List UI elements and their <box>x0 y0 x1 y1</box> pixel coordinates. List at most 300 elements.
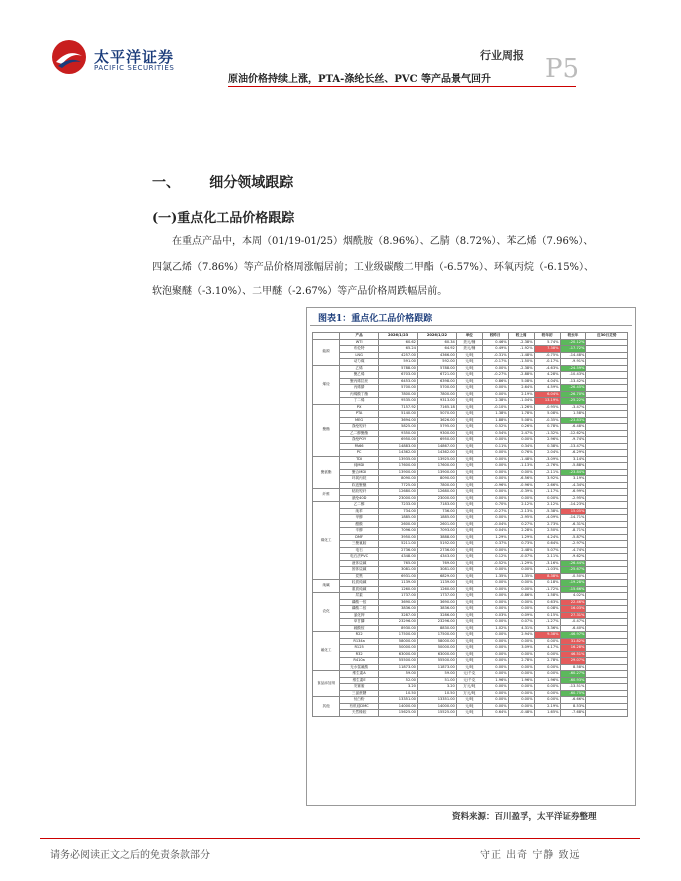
table-group-label: 能源 <box>313 339 340 365</box>
table-cell: 元/吨 <box>456 534 482 541</box>
table-cell: 元/吨 <box>456 385 482 392</box>
table-cell: 1.96% <box>482 677 508 684</box>
table-header-cell: 2026/1/22 <box>417 333 456 340</box>
table-cell: 3836.00 <box>417 606 456 613</box>
table-row <box>313 476 628 483</box>
table-cell: 769.00 <box>417 560 456 567</box>
table-cell: 2.48% <box>508 547 534 554</box>
table-cell: -1.92% <box>508 346 534 353</box>
table-cell: 元/吨 <box>456 463 482 470</box>
table-cell: -1.72% <box>534 586 560 593</box>
table-cell: 磷酸一铵 <box>340 599 379 606</box>
table-cell: 0.73% <box>508 541 534 548</box>
table-cell: 动力煤 <box>340 359 379 366</box>
table-cell: 51.00 <box>417 677 456 684</box>
table-cell: 6703.00 <box>379 372 418 379</box>
table-cell: 7157.92 <box>379 404 418 411</box>
footer-disclaimer: 请务必阅读正文之后的免责条款部分 <box>50 850 210 861</box>
table-cell: 0.00% <box>482 469 508 476</box>
table-cell: -60.75% <box>560 690 586 697</box>
table-cell: 0.76% <box>508 450 534 457</box>
table-cell: 7093.00 <box>417 528 456 535</box>
table-cell: 纯MDI <box>340 463 379 470</box>
table-header-cell: 产品 <box>340 333 379 340</box>
table-cell: -0.31% <box>482 352 508 359</box>
table-cell: 22.46% <box>560 599 586 606</box>
table-cell: 草甘膦 <box>340 619 379 626</box>
body-paragraph-line-2: 四氯乙烯（7.86%）等产品价格周涨幅居前；工业级碳酸二甲酯（-6.57%）、环氧丙烷（-6.15%）、 <box>152 262 595 273</box>
table-cell: 聚合MDI <box>340 469 379 476</box>
table-cell: 60.62 <box>379 339 418 346</box>
table-cell: 辛醇 <box>340 528 379 535</box>
table-cell: -5.38% <box>534 508 560 515</box>
table-cell: 乙二醇聚酯 <box>340 430 379 437</box>
table-row <box>313 463 628 470</box>
table-cell: 0.00% <box>534 638 560 645</box>
table-cell: 2.78% <box>534 658 560 665</box>
table-cell: 0.00% <box>534 664 560 671</box>
table-cell: 0.00% <box>508 690 534 697</box>
table-cell: 736.00 <box>417 508 456 515</box>
table-cell: 乙烯 <box>340 365 379 372</box>
table-cell: 5.08% <box>508 378 534 385</box>
table-cell: 0.04% <box>482 528 508 535</box>
table-cell: -0.27% <box>482 372 508 379</box>
table-cell: 2.11% <box>534 554 560 561</box>
table-group-label: 食品添加剂 <box>313 671 340 697</box>
table-cell: 0.18% <box>534 580 560 587</box>
company-logo-icon <box>50 38 88 76</box>
table-cell: 0.00% <box>508 638 534 645</box>
table-cell: 0.00% <box>508 599 534 606</box>
table-cell: 1.58% <box>560 411 586 418</box>
table-cell: 0.09% <box>508 612 534 619</box>
brand-name-en: PACIFIC SECURITIES <box>94 64 175 72</box>
table-cell: 4348.00 <box>379 554 418 561</box>
table-cell: 0.78% <box>534 424 560 431</box>
table-cell: 14000.00 <box>379 703 418 710</box>
table-cell: -24.59% <box>560 365 586 372</box>
trend-sparkline-cell <box>586 710 628 717</box>
table-cell: 14000.00 <box>417 703 456 710</box>
brand-name-cn: 太平洋证券 <box>94 48 175 66</box>
table-cell: 元/吨 <box>456 625 482 632</box>
table-cell: -9.74% <box>560 437 586 444</box>
table-cell: -1.04% <box>508 398 534 405</box>
table-cell: 0.00% <box>534 671 560 678</box>
table-cell: PA66 <box>340 443 379 450</box>
table-cell: 27.31% <box>560 612 586 619</box>
table-cell: 0.00% <box>482 619 508 626</box>
table-cell: 1885.00 <box>379 515 418 522</box>
table-row <box>313 443 628 450</box>
table-cell: MEG <box>340 417 379 424</box>
table-cell: 0.00% <box>482 450 508 457</box>
table-cell: -1.32% <box>534 430 560 437</box>
table-row <box>313 346 628 353</box>
table-cell: 5788.00 <box>379 365 418 372</box>
table-cell: 元/吨 <box>456 437 482 444</box>
table-cell: 0.70% <box>482 502 508 509</box>
table-cell: 1139.00 <box>417 580 456 587</box>
table-cell: 4.02% <box>560 593 586 600</box>
table-cell: 3287.00 <box>379 612 418 619</box>
table-cell: LNG <box>340 352 379 359</box>
table-row <box>313 599 628 606</box>
table-cell: 765.00 <box>379 560 418 567</box>
table-cell: 元/吨 <box>456 612 482 619</box>
table-cell: 元/吨 <box>456 599 482 606</box>
table-cell: 3690.00 <box>379 599 418 606</box>
table-cell: -2.38% <box>508 339 534 346</box>
table-cell: 元/吨 <box>456 554 482 561</box>
table-cell: 0.00% <box>508 437 534 444</box>
table-row <box>313 411 628 418</box>
table-cell: 6950.00 <box>379 437 418 444</box>
table-cell: DMF <box>340 534 379 541</box>
table-cell: 6721.00 <box>417 372 456 379</box>
table-cell: -19.28% <box>560 580 586 587</box>
table-cell: 元/吨 <box>456 508 482 515</box>
table-row <box>313 502 628 509</box>
table-cell: 6398.00 <box>417 378 456 385</box>
table-header-cell: 2026/1/23 <box>379 333 418 340</box>
table-row <box>313 398 628 405</box>
table-cell: 2.38% <box>482 398 508 405</box>
table-cell: -6.48% <box>560 424 586 431</box>
table-cell: 5.08% <box>534 411 560 418</box>
table-cell: 氯化钾 <box>340 612 379 619</box>
table-cell: 9350.00 <box>379 430 418 437</box>
table-cell: 元/吨 <box>456 502 482 509</box>
table-cell: 元/吨 <box>456 573 482 580</box>
table-cell: -3.47% <box>560 404 586 411</box>
table-cell: 聚丙烯拉丝 <box>340 378 379 385</box>
table-row <box>313 541 628 548</box>
table-row <box>313 632 628 639</box>
table-cell: 7.38% <box>534 346 560 353</box>
table-cell: -4.34% <box>560 482 586 489</box>
table-cell: -0.96% <box>482 482 508 489</box>
table-cell: -0.27% <box>482 508 508 515</box>
table-row <box>313 664 628 671</box>
table-cell: 0.00% <box>482 638 508 645</box>
footer-divider <box>40 838 640 839</box>
table-cell: -0.75% <box>534 352 560 359</box>
table-cell: -14.23% <box>560 502 586 509</box>
table-cell: 23296.00 <box>379 619 418 626</box>
table-row <box>313 339 628 346</box>
table-cell: 0.38% <box>534 443 560 450</box>
report-subtitle: 原油价格持续上涨，PTA-涤纶长丝、PVC 等产品景气回升 <box>228 74 492 85</box>
table-cell: 5788.00 <box>417 365 456 372</box>
table-cell: -60.93% <box>560 677 586 684</box>
table-cell: 592.00 <box>417 359 456 366</box>
table-cell: 8.53% <box>560 703 586 710</box>
table-cell: -25.22% <box>560 398 586 405</box>
table-cell: 2736.00 <box>379 547 418 554</box>
table-cell: 17500.00 <box>417 632 456 639</box>
table-row <box>313 703 628 710</box>
table-row <box>313 612 628 619</box>
table-cell: 1.29% <box>482 534 508 541</box>
table-cell: 3081.00 <box>379 567 418 574</box>
table-cell: 0.00% <box>482 632 508 639</box>
table-cell: 1885.00 <box>417 515 456 522</box>
table-cell: 11873.00 <box>379 664 418 671</box>
table-cell: 元/吨 <box>456 378 482 385</box>
table-cell: 0.00% <box>508 495 534 502</box>
table-cell: -20.12% <box>560 339 586 346</box>
table-cell: 0.00% <box>482 664 508 671</box>
table-cell: 5.08% <box>508 417 534 424</box>
table-cell: -17.72% <box>560 346 586 353</box>
table-cell: 美元/桶 <box>456 339 482 346</box>
table-cell: 0.64% <box>534 541 560 548</box>
table-cell: 29.07% <box>560 658 586 665</box>
table-cell: 0.00% <box>482 476 508 483</box>
header-divider <box>228 86 576 87</box>
table-cell: 0.00% <box>482 651 508 658</box>
table-cell: 0.37% <box>482 541 508 548</box>
table-cell: 5.74% <box>534 339 560 346</box>
table-cell: -0.96% <box>508 482 534 489</box>
table-cell: 11873.00 <box>417 664 456 671</box>
table-cell: -6.31% <box>560 521 586 528</box>
table-cell: 元/吨 <box>456 411 482 418</box>
table-cell: 元/吨 <box>456 352 482 359</box>
table-cell: 7096.00 <box>379 528 418 535</box>
table-row <box>313 580 628 587</box>
table-row <box>313 456 628 463</box>
table-row <box>313 495 628 502</box>
table-cell: 5211.00 <box>379 541 418 548</box>
table-cell: 15525.00 <box>417 710 456 717</box>
table-cell: 13900.00 <box>417 469 456 476</box>
table-group-label: 纯碱 <box>313 580 340 593</box>
table-cell: 0.00% <box>482 489 508 496</box>
subsection-heading: (一)重点化工品价格跟踪 <box>152 211 295 226</box>
table-cell: -1.27% <box>534 619 560 626</box>
table-cell: 2.47% <box>508 430 534 437</box>
table-cell: 55500.00 <box>379 658 418 665</box>
table-cell: 氨纶40D <box>340 495 379 502</box>
table-cell: 元/吨 <box>456 450 482 457</box>
table-cell: R125 <box>340 645 379 652</box>
table-row <box>313 671 628 678</box>
table-cell: -8.71% <box>560 528 586 535</box>
table-cell: 13935.00 <box>379 456 418 463</box>
table-cell: -13.47% <box>560 443 586 450</box>
table-cell: -1.13% <box>508 463 534 470</box>
table-cell: -0.04% <box>482 521 508 528</box>
table-cell: 美元/桶 <box>456 346 482 353</box>
table-cell: 0.12% <box>482 554 508 561</box>
table-cell: 23000.00 <box>379 495 418 502</box>
table-cell: 3.20 <box>417 684 456 691</box>
table-cell: 0.00% <box>508 580 534 587</box>
table-cell: 丙烯酸丁酯 <box>340 391 379 398</box>
table-cell: 14883.00 <box>379 443 418 450</box>
table-cell: 元/吨 <box>456 619 482 626</box>
table-cell: 液体烧碱 <box>340 560 379 567</box>
table-header-cell: 较年初 <box>534 333 560 340</box>
table-cell: 元/吨 <box>456 398 482 405</box>
table-cell: 元/吨 <box>456 528 482 535</box>
table-row <box>313 625 628 632</box>
table-cell: 3081.00 <box>417 567 456 574</box>
table-cell: PX <box>340 404 379 411</box>
table-cell: 维生素A <box>340 671 379 678</box>
table-cell: 1.02% <box>482 625 508 632</box>
table-cell: -0.47% <box>560 619 586 626</box>
table-cell: 3888.00 <box>417 534 456 541</box>
table-cell: 0.00% <box>482 697 508 704</box>
table-cell: 元/吨 <box>456 469 482 476</box>
table-cell: 3.14% <box>560 456 586 463</box>
table-cell: 0.63% <box>534 599 560 606</box>
table-cell: -6.56% <box>508 476 534 483</box>
table-cell: 1139.00 <box>379 580 418 587</box>
table-cell: 2736.00 <box>417 547 456 554</box>
table-cell: 591.00 <box>379 359 418 366</box>
table-cell: -0.48% <box>508 710 534 717</box>
table-cell: 2.94% <box>508 632 534 639</box>
table-row <box>313 651 628 658</box>
table-cell: 0.00% <box>482 365 508 372</box>
table-cell: -0.39% <box>508 489 534 496</box>
table-cell: -2.11% <box>534 469 560 476</box>
table-row <box>313 391 628 398</box>
table-cell: 1.88% <box>482 417 508 424</box>
table-cell: 9.38% <box>534 632 560 639</box>
table-cell: 涤纶POY <box>340 437 379 444</box>
table-cell: -2.76% <box>534 463 560 470</box>
table-row <box>313 567 628 574</box>
table-cell: 1.96% <box>534 677 560 684</box>
table-cell: -1.48% <box>508 456 534 463</box>
table-row <box>313 437 628 444</box>
table-cell: 55500.00 <box>417 658 456 665</box>
table-cell: 三聚氰胺 <box>340 541 379 548</box>
table-header-cell: 较昨日 <box>482 333 508 340</box>
table-cell: 0.08% <box>534 606 560 613</box>
table-cell: 0.00% <box>508 671 534 678</box>
table-cell: R410a <box>340 658 379 665</box>
table-row <box>313 560 628 567</box>
table-cell: TDI <box>340 456 379 463</box>
price-table <box>312 332 628 717</box>
table-cell: 元/吨 <box>456 430 482 437</box>
table-cell: 59.00 <box>379 671 418 678</box>
table-cell: 万元/吨 <box>456 684 482 691</box>
table-cell: 2.64% <box>508 385 534 392</box>
table-cell: -2.38% <box>508 365 534 372</box>
table-cell: 16.28% <box>560 645 586 652</box>
table-cell: 3690.00 <box>417 599 456 606</box>
table-cell: -9.91% <box>560 359 586 366</box>
table-cell: -13.42% <box>560 378 586 385</box>
table-cell: 有机硅DMC <box>340 703 379 710</box>
table-cell: 炭黑 <box>340 573 379 580</box>
table-row <box>313 645 628 652</box>
table-cell: 元/吨 <box>456 632 482 639</box>
table-cell: 6.04% <box>534 391 560 398</box>
table-cell: 52.00 <box>379 677 418 684</box>
table-cell: 0.00% <box>534 690 560 697</box>
table-group-label: 农化 <box>313 593 340 632</box>
table-cell: 23296.00 <box>417 619 456 626</box>
table-cell: -0.95% <box>534 404 560 411</box>
table-cell: 3286.00 <box>417 612 456 619</box>
table-cell: 1260.00 <box>379 586 418 593</box>
table-cell: 5700.00 <box>417 385 456 392</box>
table-cell: 1.96% <box>508 677 534 684</box>
table-row <box>313 554 628 561</box>
table-cell: 0.64% <box>482 710 508 717</box>
table-row <box>313 372 628 379</box>
table-cell: 13351.00 <box>379 697 418 704</box>
table-cell: -9.62% <box>560 554 586 561</box>
table-cell: 0.54% <box>482 430 508 437</box>
table-cell: -1.03% <box>534 567 560 574</box>
table-cell: 0.00% <box>482 567 508 574</box>
table-group-label: 聚酯 <box>313 404 340 456</box>
table-cell: 5825.00 <box>379 424 418 431</box>
table-cell: 安赛蜜 <box>340 684 379 691</box>
table-row <box>313 424 628 431</box>
table-cell: -0.86% <box>508 593 534 600</box>
table-cell: -2.95% <box>508 515 534 522</box>
table-cell: -23.83% <box>560 417 586 424</box>
report-type: 行业周报 <box>480 49 524 62</box>
table-cell: -6.99% <box>560 489 586 496</box>
table-cell: 5795.00 <box>417 424 456 431</box>
table-cell: 2.73% <box>534 521 560 528</box>
table-cell: -60.27% <box>560 671 586 678</box>
table-cell: 63000.00 <box>417 651 456 658</box>
table-cell: 磷酸二铵 <box>340 606 379 613</box>
table-cell: 4.04% <box>534 378 560 385</box>
table-cell: -2.97% <box>560 541 586 548</box>
table-cell: 硫酸铵 <box>340 625 379 632</box>
table-cell: 1.58% <box>534 593 560 600</box>
table-cell: 布伦特 <box>340 346 379 353</box>
table-row <box>313 359 628 366</box>
table-cell: 7165.18 <box>417 404 456 411</box>
table-cell: 无水氢氟酸 <box>340 664 379 671</box>
table-cell: 乙二醇 <box>340 502 379 509</box>
table-cell: 0.86% <box>482 378 508 385</box>
table-row <box>313 508 628 515</box>
table-cell: PTA <box>340 411 379 418</box>
table-row <box>313 638 628 645</box>
table-cell: -6.40% <box>560 625 586 632</box>
table-group-label: 氟化工 <box>313 632 340 671</box>
table-cell: 0.52% <box>482 424 508 431</box>
table-cell: -46.97% <box>560 632 586 639</box>
table-cell: 8090.00 <box>417 476 456 483</box>
table-cell: -2.88% <box>508 372 534 379</box>
table-cell: 10.50 <box>379 690 418 697</box>
table-cell: 0.00% <box>482 593 508 600</box>
figure-title: 图表1：重点化工品价格跟踪 <box>318 314 433 324</box>
table-cell: 丁二烯 <box>340 398 379 405</box>
table-cell: 1.78% <box>508 411 534 418</box>
table-cell: 0.11% <box>482 443 508 450</box>
table-cell: -7.68% <box>560 710 586 717</box>
table-cell: 13900.00 <box>379 469 418 476</box>
